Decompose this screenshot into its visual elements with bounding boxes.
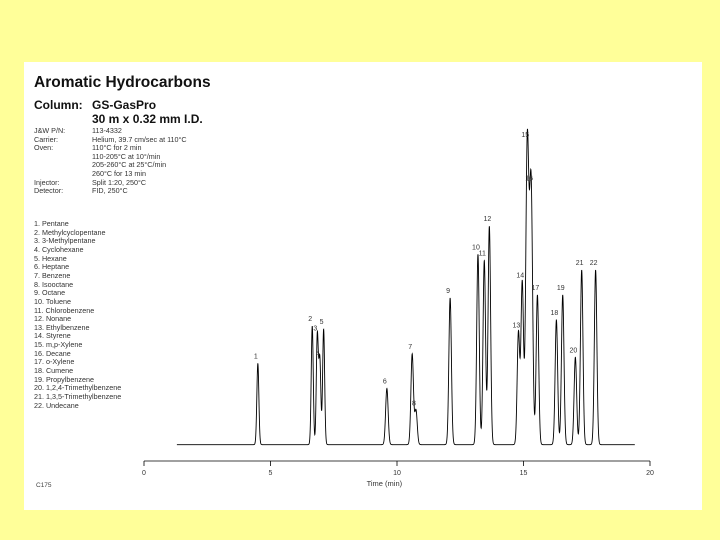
condition-label: Detector: [34,186,64,196]
peak-label: 19 [556,284,565,292]
compound-item: 22. Undecane [34,400,79,410]
peak-label: 9 [446,288,451,295]
peak-label: 14 [516,272,525,280]
figure-code: C175 [36,482,52,489]
peak-label: 11 [478,250,486,258]
condition-value: 110°C for 2 min [92,143,142,153]
peak-label: 12 [483,216,492,224]
compound-item: 21. 1,3,5-Trimethylbenzene [34,392,122,401]
peak-label: 16 [525,175,533,183]
peak-label: 5 [319,319,324,327]
peak-label: 7 [408,344,413,352]
condition-value: FID, 250°C [92,186,128,196]
compound-item: 20. 1,2,4-Trimethylbenzene [34,383,122,393]
compound-item: 12. Nonane [34,314,72,324]
x-tick-label: 0 [142,470,146,477]
compound-item: 19. Propylbenzene [34,374,94,384]
peak-label: 8 [412,400,416,408]
condition-value: 205-260°C at 25°C/min [92,160,167,170]
condition-label: Carrier: [34,134,58,144]
peak-label: 3 [313,325,318,333]
condition-value: 110-205°C at 10°/min [92,151,161,161]
peak-label: 21 [575,259,584,267]
x-axis-title: Time (min) [366,479,403,488]
x-tick-label: 15 [519,470,528,477]
peak-label: 22 [589,259,598,267]
condition-label: Injector: [34,177,60,187]
condition-label: Oven: [34,143,54,153]
condition-value: Helium, 39.7 cm/sec at 110°C [92,134,187,144]
compound-item: 14. Styrene [34,331,71,341]
peak-label: 1 [253,353,258,361]
compound-item: 2. Methylcyclopentane [34,227,106,237]
signal-trace [177,129,635,445]
peak-label: 13 [512,322,521,330]
figure-title: Aromatic Hydrocarbons [34,74,211,91]
compound-item: 8. Isooctane [34,279,74,289]
compound-item: 18. Cumene [34,366,74,376]
condition-value: 113-4332 [92,126,122,135]
compound-item: 11. Chlorobenzene [34,305,95,315]
column-label: Column: [34,98,83,112]
condition-label: J&W P/N: [34,126,66,135]
compound-item: 13. Ethylbenzene [34,322,90,332]
x-tick-label: 10 [393,470,401,477]
compound-item: 16. Decane [34,348,71,358]
column-name: GS-GasPro [92,98,157,112]
compound-item: 7. Benzene [34,270,71,280]
peak-label: 2 [308,316,313,324]
slide-panel [24,62,702,510]
compound-item: 10. Toluene [34,296,72,306]
chromatogram-chart [24,62,702,510]
peak-label: 10 [472,244,480,252]
peak-label: 6 [382,378,387,386]
peak-label: 4 [315,350,320,358]
compound-item: 15. m,p-Xylene [34,340,83,350]
compound-item: 9. Octane [34,288,66,298]
peak-label: 20 [569,347,578,355]
condition-value: 260°C for 13 min [92,169,147,178]
x-tick-label: 5 [268,470,273,477]
peak-label: 15 [521,132,530,139]
compound-item: 6. Heptane [34,262,70,272]
column-dimensions: 30 m x 0.32 mm I.D. [92,112,203,126]
compound-item: 5. Hexane [34,253,67,263]
compound-item: 17. o-Xylene [34,357,75,367]
compound-item: 3. 3-Methylpentane [34,236,96,246]
compound-item: 1. Pentane [34,219,69,228]
peak-label: 17 [531,284,540,292]
compound-item: 4. Cyclohexane [34,244,84,254]
x-tick-label: 20 [646,470,654,477]
peak-label: 18 [550,309,559,317]
condition-value: Split 1:20, 250°C [92,177,147,187]
